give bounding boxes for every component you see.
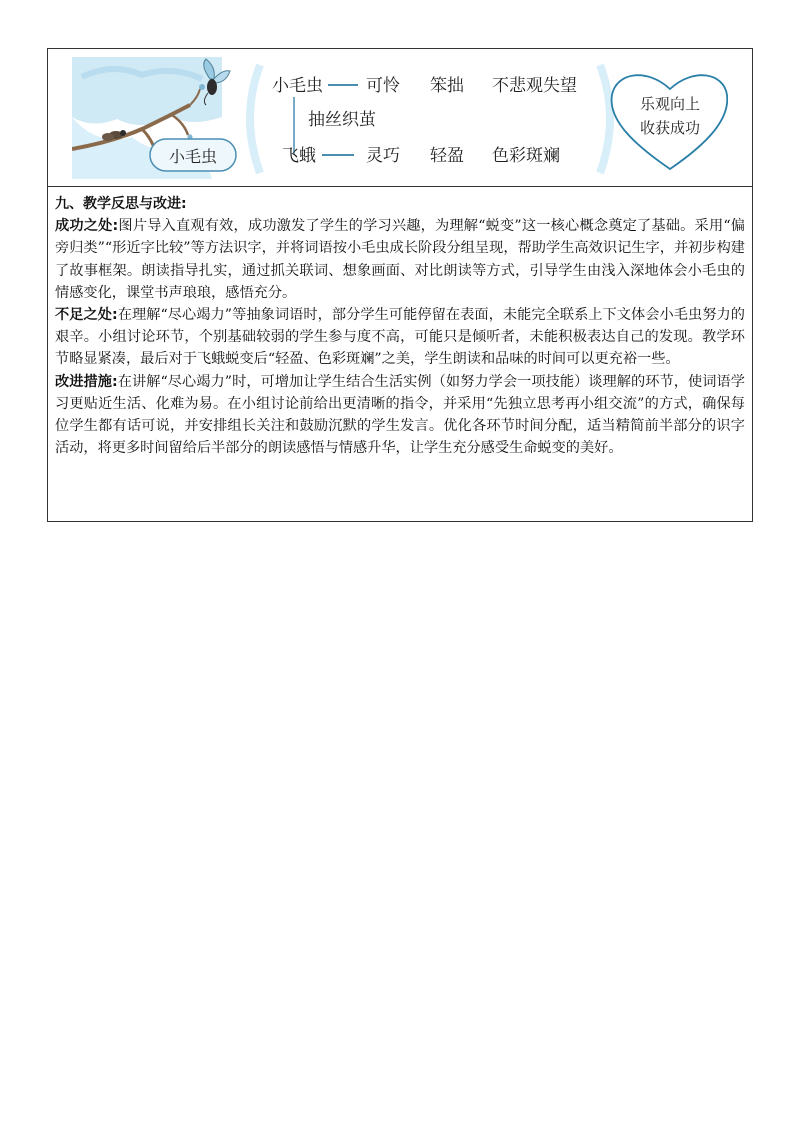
blackboard-design-row xyxy=(48,49,752,187)
row1-word-2: 笨拙 xyxy=(430,76,464,96)
lesson-table xyxy=(47,48,753,522)
improve-text: 在讲解“尽心竭力”时，可增加让学生结合生活实例（如努力学会一项技能）谈理解的环节，使词语学习更贴近生活、化难为易。在小组讨论前给出更清晰的指令，并采用“先独立思考再小组交流”的方式，确保每位学生都有话可说，并安排组长关注和鼓励沉默的学生发言。优化各环节时间分配，适当精简前半部分的识字活动，将更多时间留给后半部分的朗读感悟与情感升华，让学生充分感受生命蜕变的美好。 xyxy=(55,373,745,457)
shortcoming-text: 在理解“尽心竭力”等抽象词语时，部分学生可能停留在表面，未能完全联系上下文体会小毛虫努力的艰辛。小组讨论环节，个别基础较弱的学生参与度不高，可能只是倾听者，未能积极表达自己的发现。教学环节略显紧凑，最后对于飞蛾蜕变后“轻盈、色彩斑斓”之美，学生朗读和品味的时间可以更充裕一些。 xyxy=(55,307,745,368)
blackboard-design xyxy=(72,57,728,179)
heart-line-2: 收获成功 xyxy=(639,119,701,137)
row3-head: 飞蛾 xyxy=(282,146,316,166)
heart-line-1: 乐观向上 xyxy=(639,95,701,113)
improve-label: 改进措施: xyxy=(55,373,118,390)
right-bracket xyxy=(600,65,610,173)
row3-word-3: 色彩斑斓 xyxy=(492,146,560,166)
section-title: 九、教学反思与改进: xyxy=(55,196,187,212)
success-label: 成功之处: xyxy=(55,218,119,235)
row3-word-2: 轻盈 xyxy=(430,146,464,166)
center-label: 小毛虫 xyxy=(168,147,218,166)
row1-head: 小毛虫 xyxy=(272,76,323,96)
blackboard-illustration xyxy=(72,57,728,179)
row2-word: 抽丝织茧 xyxy=(308,110,376,130)
row1-word-1: 可怜 xyxy=(366,76,400,96)
improve-paragraph xyxy=(55,371,745,460)
row1-word-3: 不悲观失望 xyxy=(492,76,577,96)
success-paragraph xyxy=(55,215,745,304)
reflection-section xyxy=(48,187,752,459)
success-text: 图片导入直观有效，成功激发了学生的学习兴趣，为理解“蜕变”这一核心概念奠定了基础。采用“偏旁归类”“形近字比较”等方法识字，并将词语按小毛虫成长阶段分组呈现，帮助学生高效识记生字，并初步构建了故事框架。朗读指导扎实，通过抓关联词、想象画面、对比朗读等方式，引导学生由浅入深地体会小毛虫的情感变化，课堂书声琅琅，感悟充分。 xyxy=(55,218,745,301)
shortcoming-paragraph xyxy=(55,304,745,371)
shortcoming-label: 不足之处: xyxy=(55,307,118,324)
row3-word-1: 灵巧 xyxy=(366,146,400,166)
left-bracket xyxy=(250,65,260,173)
